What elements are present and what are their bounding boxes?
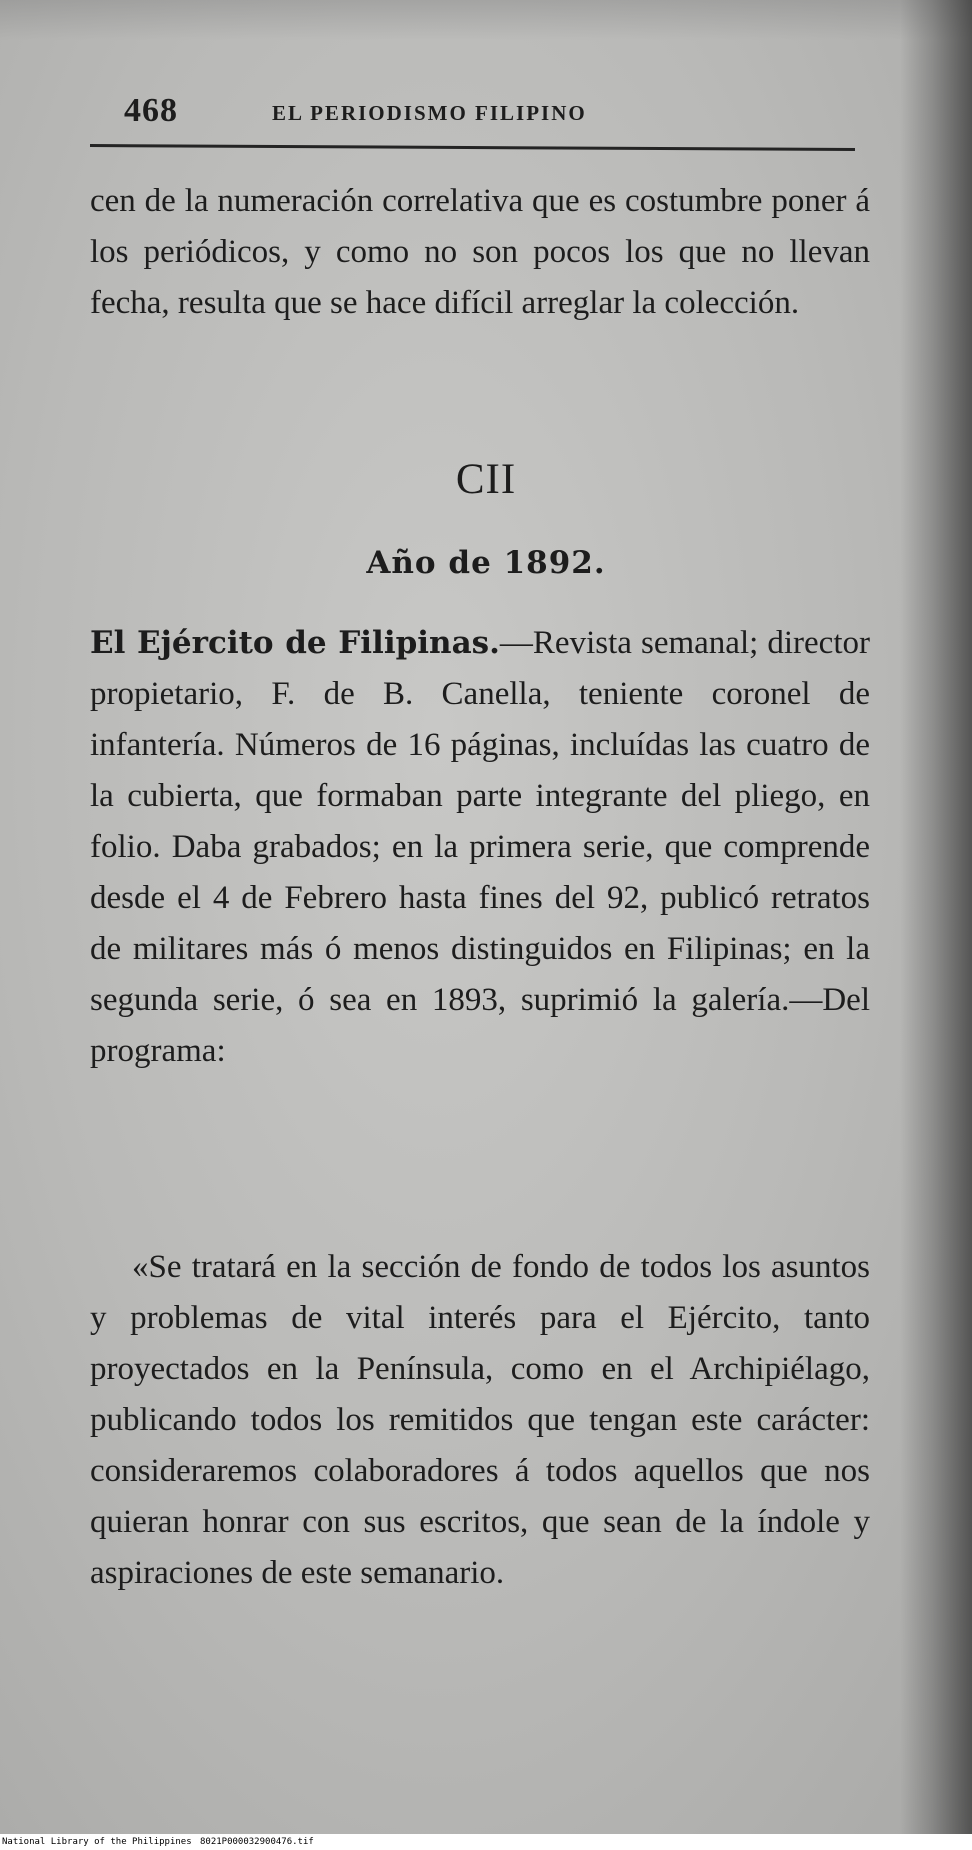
entry-paragraph: [90, 618, 870, 1077]
footer-filename: 8021P000032900476.tif: [200, 1837, 314, 1847]
entry-title: El Ejército de Filipinas.: [90, 625, 500, 661]
page-number: 468: [124, 92, 178, 129]
footer-library: National Library of the Philippines: [2, 1837, 192, 1847]
entry-description: —Revista semanal; director propietario, F. de B. Canella, teniente coronel de infantería. Números de 16 páginas, incluídas las cuatro de la cubierta, que formaban parte integrante del pliego, en folio. Daba grabados; en la primera serie, que comprende desde el 4 de Febrero hasta fines del 92, publicó retratos de militares más ó menos distinguidos en Filipinas; en la segunda serie, ó sea en 1893, suprimió la galería.—Del programa:: [90, 625, 870, 1069]
running-head: [92, 92, 852, 136]
top-edge-shadow: [0, 0, 972, 40]
section-numeral: CII: [455, 456, 517, 503]
header-rule: [90, 144, 855, 151]
program-quote: [90, 1242, 870, 1599]
running-title: EL PERIODISMO FILIPINO: [272, 101, 587, 125]
paragraph-continuation: [90, 176, 870, 329]
entry-paragraph-text: [90, 618, 870, 1077]
paragraph-text: cen de la numeración correlativa que es costumbre poner á los periódicos, y como no son pocos los que no llevan fecha, resulta que se hace difícil arreglar la colección.: [90, 183, 870, 321]
program-quote-text: «Se tratará en la sección de fondo de todos los asuntos y problemas de vital interés para el Ejército, tanto proyectados en la Península, como en el Archipiélago, publicando todos los remitidos que tengan este carácter: consideraremos colaboradores á todos aquellos que nos quieran honrar con sus escritos, que sean de la índole y aspiraciones de este semanario.: [90, 1249, 870, 1591]
scan-footer: [0, 1834, 972, 1850]
spine-shadow: [900, 0, 972, 1834]
section-year-heading: Año de 1892.: [366, 545, 606, 581]
